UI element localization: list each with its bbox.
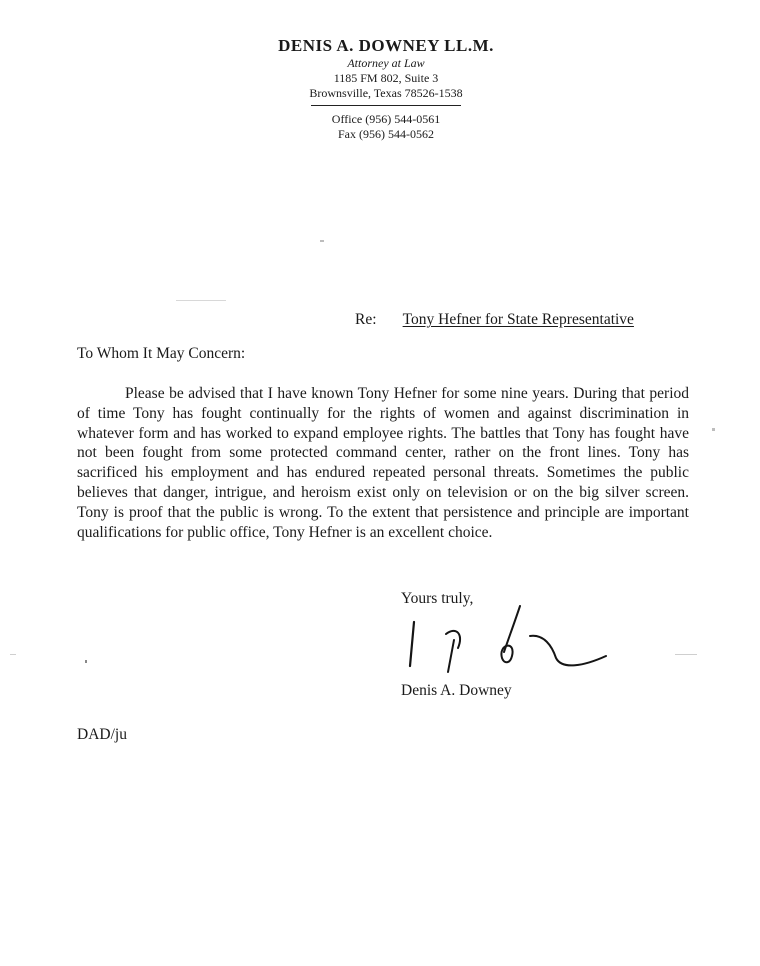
letter-body: Please be advised that I have known Tony Hefner for some nine years. During that period of time Tony has fought continually for the rights of women and against discrimination in whatever form and has worked to expand employee rights. The battles that Tony has fought have not been fought from some protected command center, rather on the front lines. Tony has sacrificed his employment and has endured repeated personal threats. Sometimes the public believes that danger, intrigue, and heroism exist only on television or on the big silver screen. Tony is proof that the public is wrong. To the extent that persistence and principle are important qualifications for public office, Tony Hefner is an excellent choice. bbox=[77, 385, 689, 541]
scan-speck bbox=[176, 300, 226, 301]
fax-number: Fax (956) 544-0562 bbox=[338, 127, 434, 141]
scan-speck bbox=[675, 654, 697, 655]
address-line-2: Brownsville, Texas 78526-1538 bbox=[309, 86, 463, 100]
scan-speck bbox=[85, 660, 87, 663]
typist-initials: DAD/ju bbox=[77, 726, 127, 743]
scan-speck bbox=[10, 654, 16, 655]
letterhead-divider bbox=[311, 105, 461, 106]
address-line-1: 1185 FM 802, Suite 3 bbox=[333, 71, 439, 85]
attorney-name: DENIS A. DOWNEY LL.M. bbox=[278, 36, 494, 55]
reference-line bbox=[355, 311, 634, 329]
scan-speck bbox=[712, 428, 715, 431]
reference-subject: Tony Hefner for State Representative bbox=[402, 311, 634, 328]
reference-label: Re: bbox=[355, 311, 377, 328]
scan-speck bbox=[320, 240, 324, 242]
handwritten-signature bbox=[398, 600, 613, 678]
office-phone: Office (956) 544-0561 bbox=[331, 112, 441, 126]
letterhead bbox=[0, 36, 760, 142]
attorney-title: Attorney at Law bbox=[347, 56, 425, 70]
salutation: To Whom It May Concern: bbox=[77, 345, 246, 362]
closing: Yours truly, bbox=[401, 590, 474, 607]
signer-name: Denis A. Downey bbox=[401, 682, 512, 699]
